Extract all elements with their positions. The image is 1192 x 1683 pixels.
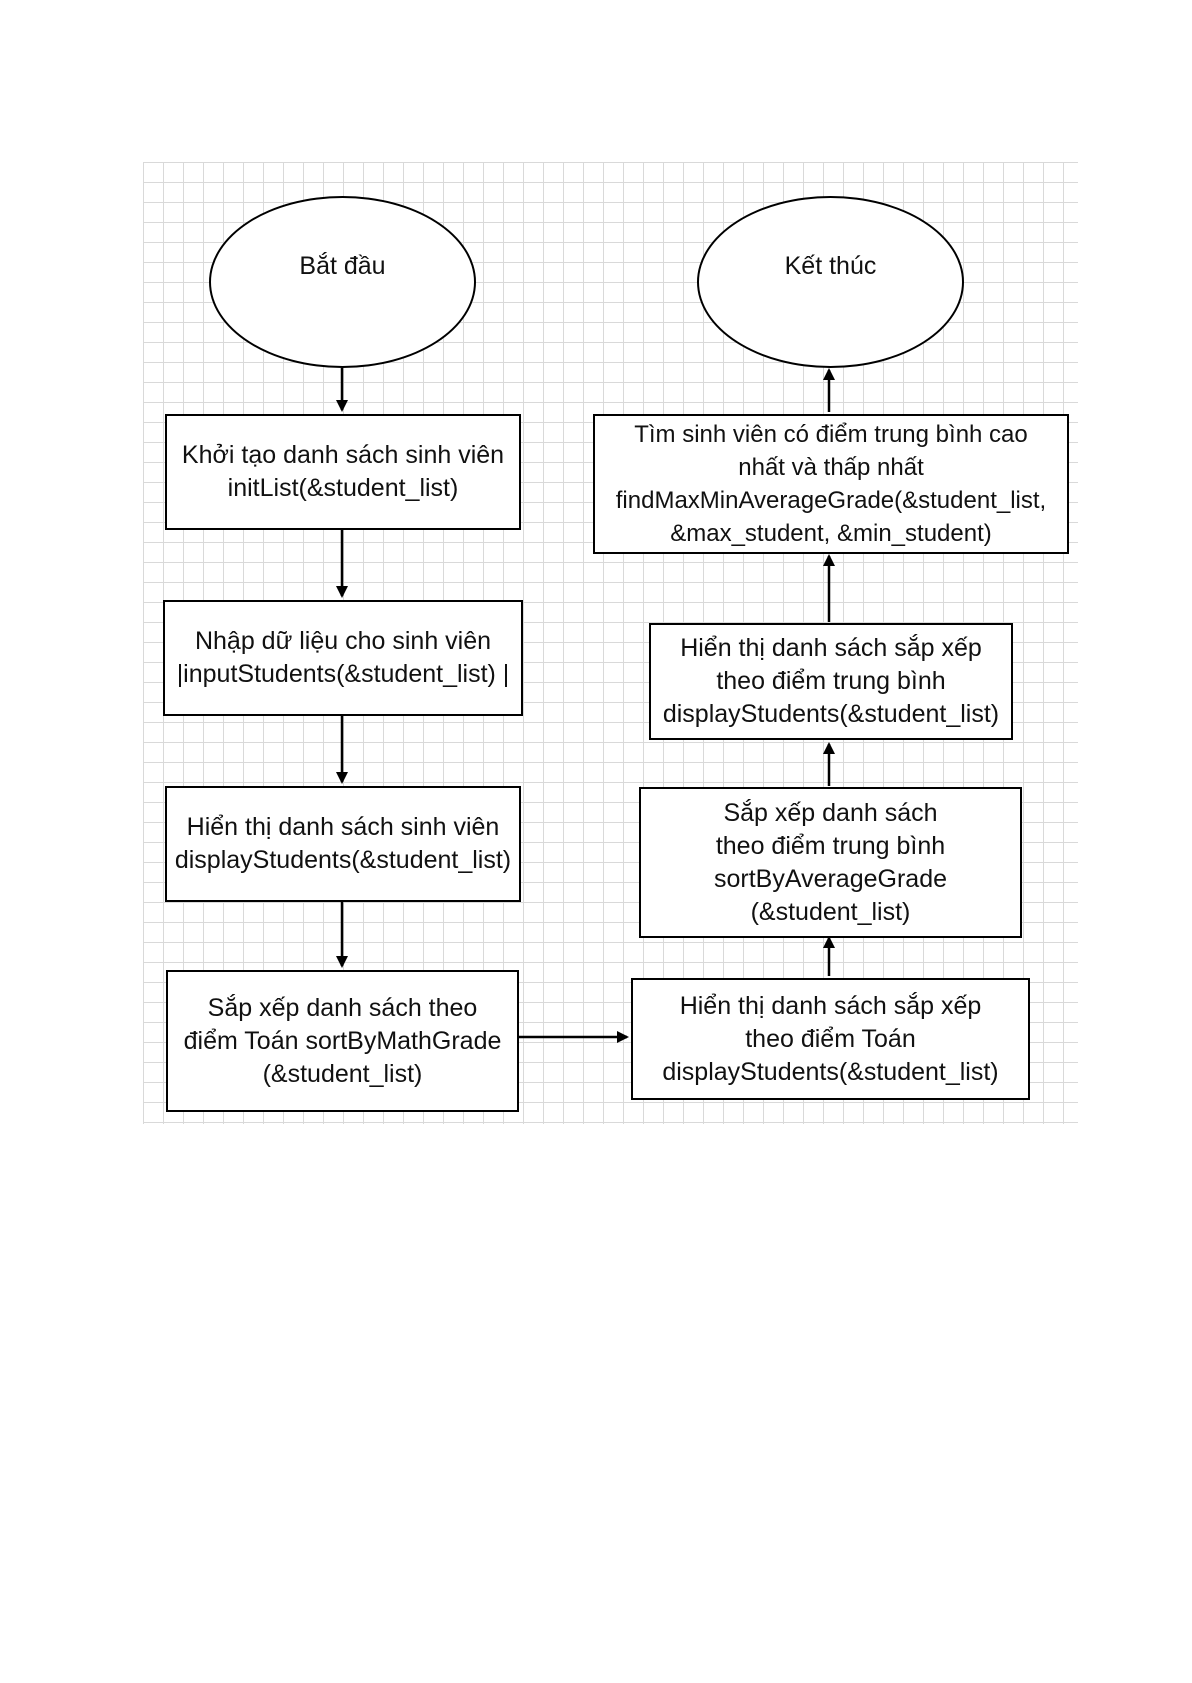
step-sort-by-average — [639, 787, 1022, 938]
end-node — [697, 196, 964, 368]
step-input-students-label: Nhập dữ liệu cho sinh viên |inputStudents(&student_list) | — [176, 627, 510, 688]
start-node — [209, 196, 476, 368]
step-sort-by-math — [166, 970, 519, 1112]
step-init-list-label: Khởi tạo danh sách sinh viên initList(&student_list) — [181, 441, 505, 502]
step-sort-by-math-label: Sắp xếp danh sách theo điểm Toán sortByMathGrade (&student_list) — [183, 993, 502, 1088]
end-label: Kết thúc — [784, 252, 877, 280]
step-init-list — [165, 414, 521, 530]
step-display-students — [165, 786, 521, 902]
step-sort-by-average-label: Sắp xếp danh sách theo điểm trung bình sortByAverageGrade (&student_list) — [714, 798, 947, 926]
step-find-max-min-label: Tìm sinh viên có điểm trung bình cao nhất và thấp nhất findMaxMinAverageGrade(&student_list, &max_student, &min_student) — [615, 421, 1047, 547]
step-display-average-sorted — [649, 623, 1013, 740]
step-display-average-sorted-label: Hiển thị danh sách sắp xếp theo điểm trung bình displayStudents(&student_list) — [662, 634, 1000, 728]
start-label: Bắt đầu — [299, 252, 386, 280]
step-display-students-label: Hiển thị danh sách sinh viên displayStudents(&student_list) — [174, 813, 512, 874]
step-display-math-sorted — [631, 978, 1030, 1100]
step-input-students — [163, 600, 523, 716]
step-find-max-min — [593, 414, 1069, 554]
step-display-math-sorted-label: Hiển thị danh sách sắp xếp theo điểm Toán displayStudents(&student_list) — [662, 991, 999, 1086]
